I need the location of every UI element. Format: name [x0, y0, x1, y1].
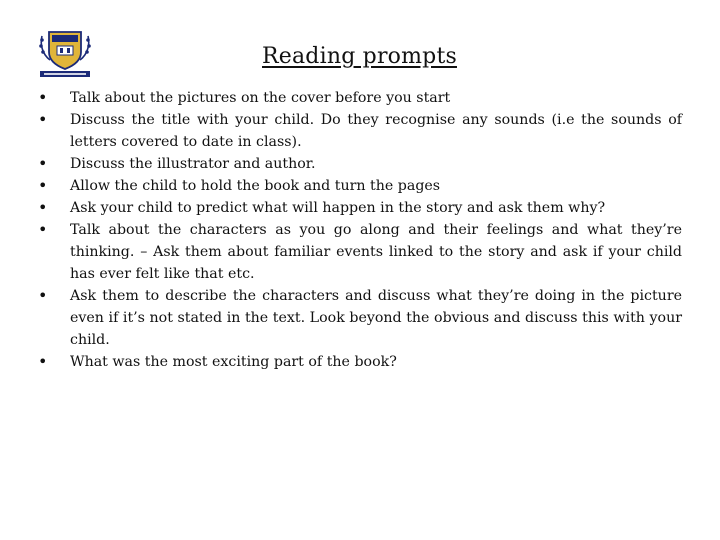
prompt-text: Talk about the characters as you go along and their feelings and what they’re thinking. – Ask them about familiar events linked to the story and ask if your child has ever felt like that etc. [70, 222, 682, 282]
reading-prompts-list [38, 87, 682, 373]
bullet-icon: • [38, 286, 48, 305]
prompt-text: Discuss the title with your child. Do they recognise any sounds (i.e the sounds of letters covered to date in class). [70, 112, 682, 150]
list-item [38, 175, 682, 197]
prompt-text: Ask your child to predict what will happen in the story and ask them why? [70, 200, 606, 216]
list-item [38, 197, 682, 219]
prompt-text: Talk about the pictures on the cover before you start [70, 90, 451, 106]
list-item [38, 153, 682, 175]
list-item [38, 109, 682, 153]
list-item [38, 87, 682, 109]
school-crest-icon [36, 26, 94, 80]
bullet-icon: • [38, 176, 48, 195]
bullet-icon: • [38, 220, 48, 239]
bullet-icon: • [38, 352, 48, 371]
prompt-text: Discuss the illustrator and author. [70, 156, 316, 172]
prompt-text: Ask them to describe the characters and discuss what they’re doing in the picture even if it’s not stated in the text. Look beyond the obvious and discuss this with your child. [70, 288, 682, 348]
prompt-text: What was the most exciting part of the book? [70, 354, 397, 370]
school-crest-logo [36, 26, 94, 80]
bullet-icon: • [38, 154, 48, 173]
bullet-icon: • [38, 198, 48, 217]
bullet-icon: • [38, 110, 48, 129]
page-title: Reading prompts [262, 44, 457, 69]
list-item [38, 351, 682, 373]
list-item [38, 285, 682, 351]
bullet-icon: • [38, 88, 48, 107]
prompt-text: Allow the child to hold the book and turn the pages [70, 178, 441, 194]
list-item [38, 219, 682, 285]
